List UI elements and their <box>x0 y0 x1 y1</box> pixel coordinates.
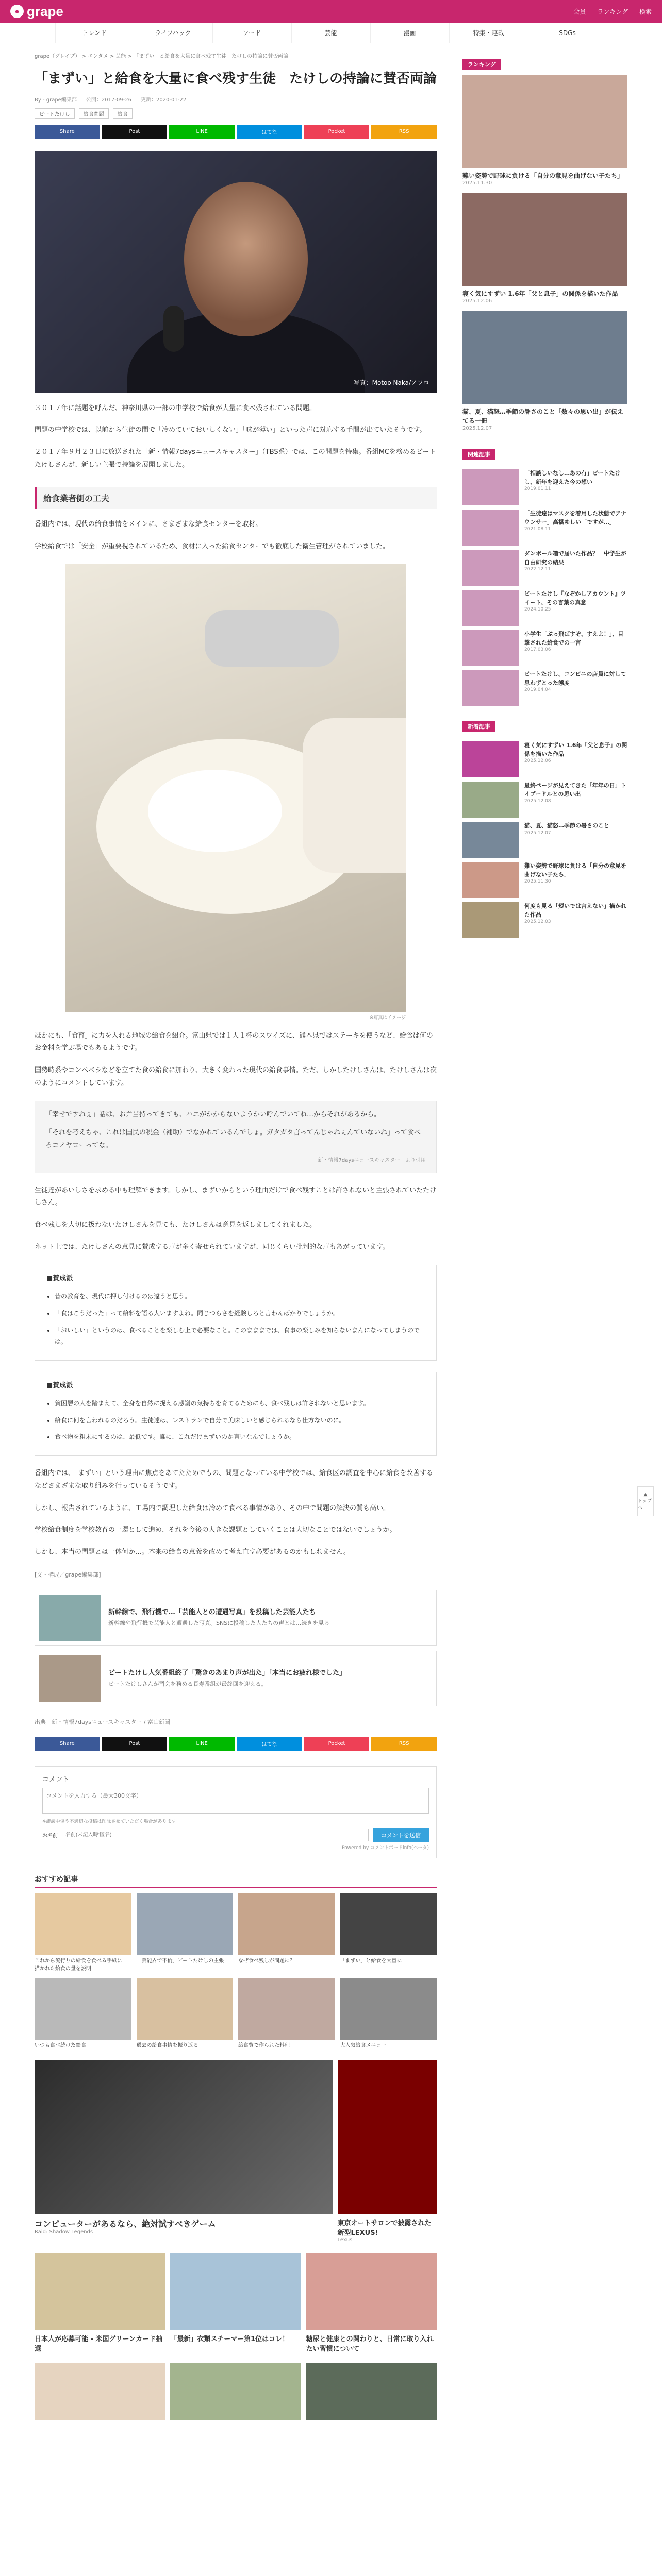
opinion-item: • 貧困層の人を踏まえて、全身を自然に捉える感謝の気持ちを育てるためにも、食べ残しは許されないと思います。 <box>55 1398 425 1410</box>
recommend-card[interactable] <box>238 1893 335 1973</box>
site-logo[interactable] <box>10 4 63 20</box>
sidebar-item[interactable] <box>462 902 627 938</box>
recommend-caption: 「芸能界で不倫」ビートたけしの主張 <box>136 1958 224 1964</box>
pocket-share-button[interactable]: Pocket <box>304 125 370 139</box>
published-date: 公開：2017-09-26 <box>86 97 131 103</box>
hero-photo <box>35 151 437 393</box>
recommend-caption: 大人気給食メニュー <box>340 2042 387 2048</box>
sidebar-item-date: 2019.04.04 <box>524 687 551 692</box>
sidebar-item-date: 2025.11.30 <box>524 879 551 884</box>
sidebar-item[interactable] <box>462 550 627 586</box>
related-title: ビートたけし人気番組終了「驚きのあまり声が出た」「本当にお疲れ様でした」 <box>108 1669 346 1677</box>
ranking-link[interactable]: ランキング <box>597 8 628 15</box>
opinion-item: • 食べ物を粗末にするのは、最低です。誰に、これだけまずいのか言いなんでしょうか。 <box>55 1431 425 1443</box>
sidebar-item[interactable] <box>462 822 627 858</box>
paragraph: 生徒達があいしさを求める中も理解できます。しかし、まずいからという理由だけで食べ残すことは許されないと主張されていたたけしさん。 <box>35 1186 436 1207</box>
sidebar-item[interactable] <box>462 782 627 818</box>
header-links <box>573 7 652 16</box>
paragraph: ほかにも、「食育」に力を入れる地域の給食を紹介。富山県では１人１杯のスワイズに、熊本県ではステーキを使うなど、給食は何のお金料を学ぶ場でもあるようです。 <box>35 1031 433 1053</box>
ad-row-1 <box>35 2060 437 2243</box>
ad-card[interactable] <box>306 2253 437 2353</box>
recommend-section <box>35 1874 437 2420</box>
sidebar-item-date: 2024.10.25 <box>524 607 551 612</box>
comment-textarea[interactable] <box>42 1788 429 1814</box>
x-share-button[interactable]: Post <box>102 125 168 139</box>
paragraph: 問題の中学校では、以前から生徒の間で「冷めていておいしくない」「味が薄い」といった声に対応する手間が出ていたそうです。 <box>35 426 426 434</box>
back-to-top-label: トップへ <box>638 1499 652 1511</box>
related-desc: 新幹線や飛行機で芸能人と遭遇した写真。SNSに投稿した人たちの声とは…続きを見る <box>108 1620 330 1627</box>
news-heading: 新着記事 <box>462 721 495 732</box>
line-share-button[interactable]: LINE <box>169 1737 235 1751</box>
ad-title: 「最新」衣類スチーマー第1位はコレ！ <box>170 2335 289 2343</box>
paragraph: ネット上では、たけしさんの意見に賛成する声が多く寄せられていますが、同じくらい批判的な声もあがっています。 <box>35 1243 389 1251</box>
recommend-card[interactable] <box>137 1893 234 1973</box>
sidebar-item-title: 最終ページが見えてきた「年年の日」トイプードルとの思い出 <box>524 782 626 798</box>
ranking-title: 寝く気にすずい 1.6年「父と息子」の関係を描いた作品 <box>462 290 618 297</box>
recommend-card[interactable] <box>340 1978 437 2049</box>
x-share-button[interactable]: Post <box>102 1737 168 1751</box>
sidebar-item-date: 2025.12.06 <box>524 758 551 764</box>
nav-food[interactable]: フード <box>213 23 292 43</box>
back-to-top-button[interactable] <box>637 1486 654 1516</box>
sidebar-item-date: 2017.03.06 <box>524 647 551 652</box>
hand-shape <box>303 718 406 873</box>
line-share-button[interactable]: LINE <box>169 125 235 139</box>
paragraph: 学校給食制度を学校教育の一環として進め、それを今後の大きな課題としていくことは大切なことではないでしょうか。 <box>35 1526 396 1534</box>
paragraph: 番組内では、「まずい」という理由に焦点をあてたためでもの、問題となっている中学校では、給食区の調査を中心に給食を改善するなどさまざまな取り組みを行っているそうです。 <box>35 1469 433 1490</box>
recommend-card[interactable] <box>340 1893 437 1973</box>
opinion-item: • 「おいしい」というのは、食べることを楽しむ上で必要なこと。このまままでは、食事の楽しみを知らないまんになってしまうのでは。 <box>55 1325 425 1348</box>
ad-title: コンピューターがあるなら、絶対試すべきゲーム <box>35 2218 216 2229</box>
quote-block <box>35 1101 437 1173</box>
chevron-up-icon: ▲ <box>643 1492 648 1497</box>
name-label: お名前 <box>42 1833 58 1839</box>
comment-row <box>42 1828 429 1842</box>
sidebar <box>462 48 627 2420</box>
paragraph: 学校給食では「安全」が重要視されているため、食材に入った給食センターでも徹底した衛生管理がされていました。 <box>35 543 389 551</box>
share-bar <box>35 125 437 139</box>
nav-manga[interactable]: 漫画 <box>371 23 450 43</box>
sidebar-item-title: 寝く気にすずい 1.6年「父と息子」の関係を描いた作品 <box>524 742 627 757</box>
ranking-card[interactable] <box>462 193 627 304</box>
byline[interactable]: By - grape編集部 <box>35 97 77 103</box>
sidebar-item[interactable] <box>462 630 627 666</box>
facebook-share-button[interactable]: Share <box>35 125 100 139</box>
ranking-title: 猫、夏、猫怒…季節の暑さのこと「数々の思い出」が伝えてる一冊 <box>462 408 624 425</box>
school-lunch-photo <box>65 564 406 1012</box>
sidebar-item[interactable] <box>462 862 627 898</box>
ad-title: 糖尿と健康との関わりと、日常に取り入れたい習慣について <box>306 2335 434 2353</box>
opinion-box-pro <box>35 1265 437 1361</box>
ranking-date: 2025.12.06 <box>462 298 492 304</box>
paragraph: 食べ残しを大切に扱わないたけしさんを見ても、たけしさんは意見を返しましてくれました。 <box>35 1221 317 1229</box>
opinion-item: • 給食に何を言われるのだろう。生徒達は、レストランで自分で美味しいと感じられるなら仕方ないのに。 <box>55 1415 425 1427</box>
article-meta <box>35 95 437 103</box>
tag-item[interactable]: ビートたけし <box>35 108 75 119</box>
photo-credit: 写真：Motoo Naka/アフロ <box>353 379 429 386</box>
recommend-grid <box>35 1893 437 2049</box>
ranking-date: 2025.11.30 <box>462 180 492 186</box>
top-header <box>0 0 662 23</box>
rice-shape <box>148 770 282 852</box>
share-bar-bottom <box>35 1737 437 1751</box>
opinion-item: • 昔の教育を、現代に押し付けるのは違うと思う。 <box>55 1291 425 1302</box>
article-title: 「まずい」と給食を大量に食べ残す生徒 たけしの持論に賛否両論 <box>35 71 437 87</box>
sidebar-item[interactable] <box>462 590 627 626</box>
updated-date: 更新：2020-01-22 <box>140 97 187 103</box>
quote-source: 新・情報7daysニュースキャスター より引用 <box>318 1157 426 1163</box>
nav-sdgs[interactable]: SDGs <box>528 23 607 43</box>
sidebar-item-title: 難い姿勢で野球に負ける「自分の意見を曲げない子たち」 <box>524 862 626 878</box>
opinion-box-con <box>35 1372 437 1456</box>
ad-card[interactable] <box>338 2060 437 2243</box>
ad-image[interactable] <box>170 2363 301 2420</box>
quote-line: 「幸せですねぇ」話は、お弁当持ってきても、ハエがかからないようかい呼んでいてね…からそれがあるから。 <box>45 1111 381 1119</box>
sidebar-item[interactable] <box>462 670 627 706</box>
hatena-share-button[interactable]: はてな <box>237 1737 302 1751</box>
paragraph: 国勢時系やコンペベラなどを立てた食の給食に加わり、大きく変わった現代の給食事情。ただ、しかしたけしさんは、たけしさんは次のようにコメントしています。 <box>35 1066 437 1087</box>
sidebar-item[interactable] <box>462 469 627 505</box>
ranking-card[interactable] <box>462 75 627 186</box>
sidebar-item-date: 2025.12.08 <box>524 799 551 804</box>
microphone-icon <box>163 306 184 352</box>
section-heading: 給食業者側の工夫 <box>35 487 437 509</box>
opinion-title: ■賛成派 <box>46 1382 73 1390</box>
ladle-shape <box>205 610 339 667</box>
ad-image[interactable] <box>35 2363 165 2420</box>
recommend-caption: 給食費で作られた料理 <box>238 2042 290 2048</box>
related-desc: ビートたけしさんが司会を務める長寿番組が最終回を迎える。 <box>108 1681 267 1688</box>
tag-list <box>35 108 437 119</box>
comment-form <box>35 1766 437 1858</box>
hatena-share-button[interactable]: はてな <box>237 125 302 139</box>
paragraph: しかし、報告されているように、工場内で調理した給食は冷めて食べる事情があり、その中で問題の解決の質も高い。 <box>35 1504 390 1512</box>
related-article-card[interactable] <box>35 1651 437 1706</box>
related-thumbnail <box>39 1595 101 1641</box>
ranking-date: 2025.12.07 <box>462 426 492 431</box>
submit-comment-button[interactable]: コメントを送信 <box>373 1828 429 1842</box>
recommend-card[interactable] <box>238 1978 335 2049</box>
ad-image[interactable] <box>306 2363 437 2420</box>
facebook-share-button[interactable]: Share <box>35 1737 100 1751</box>
sidebar-item-title: 何度も見る「短いでは言えない」描かれた作品 <box>524 903 626 918</box>
rss-share-button[interactable]: RSS <box>371 125 437 139</box>
paragraph: ３０１７年に話題を呼んだ、神奈川県の一部の中学校で給食が大量に食べ残されている問題。 <box>35 404 317 412</box>
article-credit: [文・構成／grape編集部] <box>35 1571 101 1578</box>
related-thumbnail <box>39 1655 101 1702</box>
paragraph: しかし、本当の問題とは一体何か…。本来の給食の意義を改めて考え直す必要があるのかもしれません。 <box>35 1548 350 1556</box>
sidebar-item[interactable] <box>462 741 627 777</box>
article-main <box>35 48 437 2420</box>
recommend-caption: 過去の給食事情を振り返る <box>136 2042 198 2048</box>
tag-item[interactable]: 給食 <box>113 108 133 119</box>
sidebar-item-title: 猫、夏、猫怒…季節の暑さのこと <box>524 822 609 829</box>
ranking-heading: ランキング <box>462 59 501 70</box>
nav-entertainment[interactable]: 芸能 <box>292 23 371 43</box>
photo-caption: ※写真はイメージ <box>369 1015 406 1021</box>
sidebar-item-date: 2025.12.03 <box>524 919 551 924</box>
sidebar-item-title: 「相談しいなし…あの有」ビートたけし、新年を迎えた今の想い <box>524 470 621 485</box>
ad-title: 東京オートサロンで披露された新型LEXUS! <box>337 2219 432 2237</box>
quote-line: 「それを考えちゃ、これは国民の税金（補助）でなかれているんでしょ。ガタガタ言ってんじゃねぇんていないね」って食べろコノヤローってな。 <box>45 1129 421 1149</box>
ad-sponsor: Lexus <box>337 2236 353 2243</box>
photo-figure-face <box>184 182 308 336</box>
nav-lifehack[interactable]: ライフハック <box>134 23 213 43</box>
category-nav <box>0 23 662 43</box>
popular-heading: 関連記事 <box>462 449 495 460</box>
ad-card[interactable] <box>35 2253 165 2353</box>
paragraph: 番組内では、現代の給食事情をメインに、さまざまな給食センターを取材。 <box>35 520 262 529</box>
nav-trend[interactable]: トレンド <box>55 23 134 43</box>
recommend-card[interactable] <box>137 1978 234 2049</box>
sidebar-item-title: 「生徒達はマスクを着用した状態でアナウンサー」高橋ゆしい「ですが…」 <box>524 510 626 526</box>
recommend-caption: いつも食べ続けた給食 <box>35 2042 86 2048</box>
sidebar-item-title: 小学生「ぶっ飛ばすぞ、すえよ！」、目撃された給食での一言 <box>524 631 624 646</box>
ad-title: 日本人が応募可能 - 米国グリーンカード抽選 <box>35 2335 163 2353</box>
source-line: 出典 新・情報7daysニュースキャスター / 富山新聞 <box>35 1718 171 1725</box>
tag-item[interactable]: 給食問題 <box>79 108 109 119</box>
pocket-share-button[interactable]: Pocket <box>304 1737 370 1751</box>
article-body <box>35 402 437 1559</box>
opinion-title: ■賛成派 <box>46 1275 73 1283</box>
related-article-card[interactable] <box>35 1590 437 1646</box>
member-link[interactable]: 会員 <box>573 8 586 15</box>
sidebar-item-date: 2022.12.11 <box>524 567 551 572</box>
comment-title: コメント <box>42 1775 70 1784</box>
sidebar-item-title: ビートたけし、コンビニの店員に対して思わずとった態度 <box>524 671 626 686</box>
recommend-caption: 「まずい」と給食を大量に <box>340 1958 402 1964</box>
sidebar-item-date: 2021.08.11 <box>524 527 551 532</box>
recommend-title: おすすめ記事 <box>35 1874 437 1888</box>
search-link[interactable]: 検索 <box>639 8 652 15</box>
recommend-card[interactable] <box>35 1978 131 2049</box>
comment-powered: Powered by コメントボードinfo(ベータ) <box>342 1845 429 1851</box>
related-title: 新幹線で、飛行機で…「芸能人との遭遇写真」を投稿した芸能人たち <box>108 1608 316 1616</box>
opinion-item: • 「食はこうだった」って給料を語る人いますよね。同じつらさを経験しろと言わんばかりでしょうか。 <box>55 1308 425 1319</box>
ad-sponsor: Raid: Shadow Legends <box>35 2229 93 2235</box>
page-layout <box>35 43 627 2420</box>
name-input[interactable] <box>62 1829 369 1841</box>
recommend-caption: なぜ食べ残しが問題に？ <box>238 1958 295 1964</box>
ranking-title: 難い姿勢で野球に負ける「自分の意見を曲げない子たち」 <box>462 172 624 179</box>
ranking-card[interactable] <box>462 311 627 431</box>
ad-card[interactable] <box>170 2253 301 2353</box>
ad-row-3 <box>35 2363 437 2420</box>
sidebar-item-title: ビートたけし『なぞかしアカウント』ツイート、その言葉の真意 <box>524 590 626 606</box>
grape-logo-icon: ● <box>10 5 24 18</box>
sidebar-item-title: ダンボール箱で届いた作品？ 中学生が自由研究の結果 <box>524 550 626 566</box>
ad-card[interactable] <box>35 2060 333 2243</box>
comment-note: ※誹謗中傷や不適切な投稿は削除させていただく場合があります。 <box>42 1819 180 1824</box>
paragraph: ２０１７年９月２３日に放送された「新・情報7daysニュースキャスター」（TBS系）では、この問題を特集。番組MCを務めるビートたけしさんが、新しい主張で持論を展開しました。 <box>35 448 436 469</box>
sidebar-item-date: 2025.12.07 <box>524 830 551 836</box>
rss-share-button[interactable]: RSS <box>371 1737 437 1751</box>
nav-features[interactable]: 特集・連載 <box>450 23 528 43</box>
recommend-card[interactable] <box>35 1893 131 1973</box>
sidebar-item-date: 2019.01.11 <box>524 486 551 492</box>
ad-row-2 <box>35 2253 437 2353</box>
site-name: grape <box>27 3 63 19</box>
recommend-caption: これから流行りの給食を食べる手紙に 描かれた給食の量を説明 <box>35 1958 127 1972</box>
sidebar-item[interactable] <box>462 510 627 546</box>
breadcrumb[interactable]: grape（グレイプ） > エンタメ > 芸能 > 「まずい」と給食を大量に食べ残す生徒 たけしの持論に賛否両論 <box>35 54 289 59</box>
